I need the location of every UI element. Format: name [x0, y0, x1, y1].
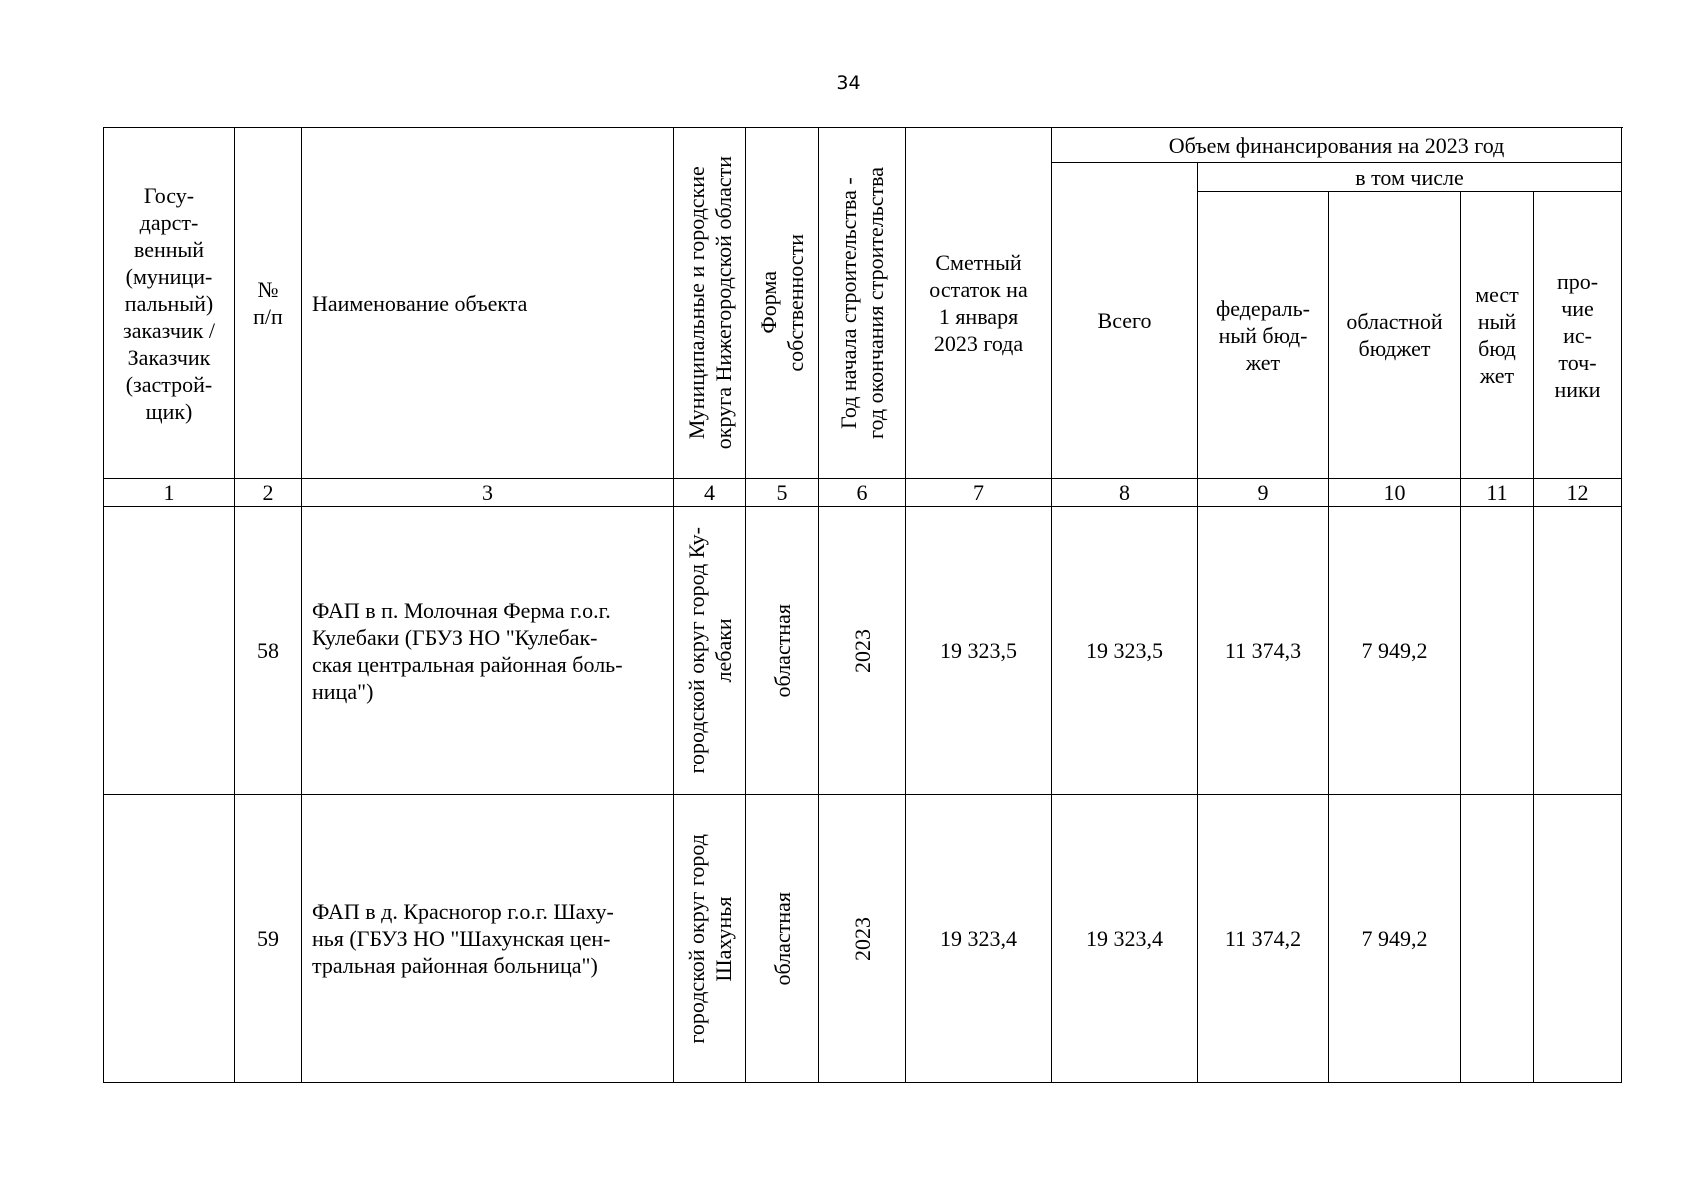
row-municipal-text: городской округ город Ку- лебаки	[683, 527, 736, 774]
header-funding: Объем финансирования на 2023 год	[1052, 128, 1622, 163]
col-num: 12	[1534, 479, 1622, 507]
col-num: 2	[235, 479, 302, 507]
row-municipal	[674, 795, 746, 1083]
row-estimate: 19 323,4	[906, 795, 1052, 1083]
header-municipal	[674, 128, 746, 479]
row-customer	[104, 507, 235, 795]
header-regional: областной бюджет	[1329, 192, 1461, 479]
row-other	[1534, 507, 1622, 795]
row-ownership	[746, 795, 819, 1083]
row-estimate: 19 323,5	[906, 507, 1052, 795]
row-num: 58	[235, 507, 302, 795]
col-num: 5	[746, 479, 819, 507]
col-num: 1	[104, 479, 235, 507]
row-years	[819, 795, 906, 1083]
row-municipal	[674, 507, 746, 795]
row-years-text: 2023	[849, 628, 875, 673]
header-customer: Госу- дарст- венный (муници- пальный) заказчик / Заказчик (застрой- щик)	[104, 128, 235, 479]
row-municipal-text: городской округ город Шахунья	[683, 833, 736, 1044]
header-ownership	[746, 128, 819, 479]
row-regional: 7 949,2	[1329, 795, 1461, 1083]
col-num: 7	[906, 479, 1052, 507]
col-num: 4	[674, 479, 746, 507]
header-years-text: Год начала строительства - год окончания строительства	[836, 167, 888, 439]
header-estimate: Сметный остаток на 1 января 2023 года	[906, 128, 1052, 479]
col-num: 3	[302, 479, 674, 507]
row-total: 19 323,5	[1052, 507, 1198, 795]
row-local	[1461, 507, 1534, 795]
header-years	[819, 128, 906, 479]
row-ownership-text: областная	[769, 891, 795, 986]
row-years	[819, 507, 906, 795]
header-other: про- чие ис- точ- ники	[1534, 192, 1622, 479]
row-ownership	[746, 507, 819, 795]
header-total: Всего	[1052, 163, 1198, 479]
col-num: 9	[1198, 479, 1329, 507]
row-total: 19 323,4	[1052, 795, 1198, 1083]
row-regional: 7 949,2	[1329, 507, 1461, 795]
row-local	[1461, 795, 1534, 1083]
financing-table	[103, 127, 1622, 1083]
row-federal: 11 374,2	[1198, 795, 1329, 1083]
header-ownership-text: Форма собственности	[756, 234, 808, 372]
row-ownership-text: областная	[769, 603, 795, 698]
row-customer	[104, 795, 235, 1083]
header-federal: федераль- ный бюд- жет	[1198, 192, 1329, 479]
row-object-name: ФАП в д. Красногор г.о.г. Шаху- нья (ГБУЗ НО "Шахунская цен- тральная районная больница")	[302, 795, 674, 1083]
page-number: 34	[836, 72, 861, 94]
table-row	[104, 795, 1622, 1083]
row-years-text: 2023	[849, 916, 875, 961]
col-num: 6	[819, 479, 906, 507]
col-num: 10	[1329, 479, 1461, 507]
header-local: мест ный бюд жет	[1461, 192, 1534, 479]
header-object-name: Наименование объекта	[302, 128, 674, 479]
col-num: 8	[1052, 479, 1198, 507]
row-federal: 11 374,3	[1198, 507, 1329, 795]
row-num: 59	[235, 795, 302, 1083]
row-object-name: ФАП в п. Молочная Ферма г.о.г. Кулебаки (ГБУЗ НО "Кулебак- ская центральная районная боль- ница")	[302, 507, 674, 795]
header-municipal-text: Муниципальные и городские округа Нижегородской области	[683, 156, 736, 450]
col-num: 11	[1461, 479, 1534, 507]
column-numbers-row	[104, 479, 1622, 507]
header-num: № п/п	[235, 128, 302, 479]
row-other	[1534, 795, 1622, 1083]
header-including: в том числе	[1198, 163, 1622, 192]
table-row	[104, 507, 1622, 795]
